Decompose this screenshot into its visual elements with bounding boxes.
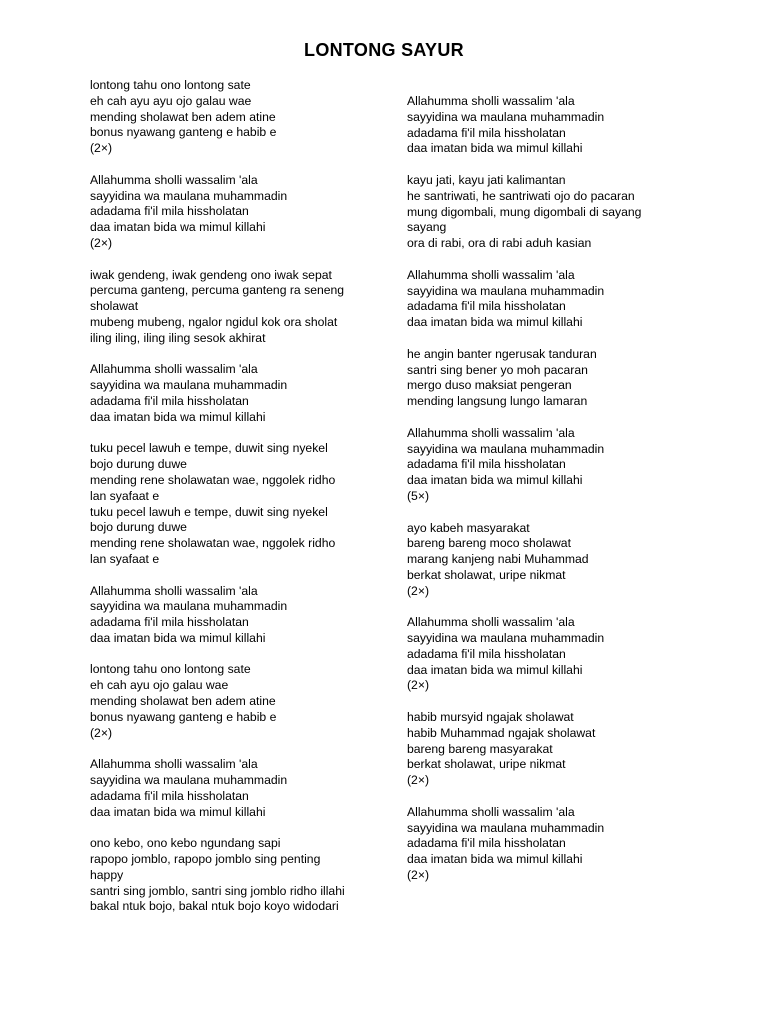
lyric-line: bareng bareng moco sholawat bbox=[407, 536, 571, 551]
lyric-stanza bbox=[90, 268, 370, 347]
lyric-line: bojo durung duwe bbox=[90, 520, 187, 535]
lyric-stanza bbox=[90, 173, 370, 252]
lyric-line: (2×) bbox=[90, 235, 113, 250]
lyric-line: (5×) bbox=[407, 488, 430, 503]
lyric-line: mending rene sholawatan wae, nggolek ridho bbox=[90, 536, 336, 551]
lyric-line: he santriwati, he santriwati ojo do pacaran bbox=[407, 188, 635, 203]
lyric-stanza bbox=[407, 173, 677, 252]
lyric-line: daa imatan bida wa mimul killahi bbox=[407, 662, 583, 677]
lyric-line: daa imatan bida wa mimul killahi bbox=[90, 630, 266, 645]
lyric-stanza bbox=[90, 78, 370, 157]
page-title: LONTONG SAYUR bbox=[304, 40, 464, 60]
lyric-line: iwak gendeng, iwak gendeng ono iwak sepat bbox=[90, 267, 332, 282]
lyric-line: Allahumma sholli wassalim 'ala bbox=[407, 615, 575, 630]
lyric-line: ora di rabi, ora di rabi aduh kasian bbox=[407, 236, 592, 251]
lyrics-right-column bbox=[407, 94, 677, 900]
lyric-line: Allahumma sholli wassalim 'ala bbox=[407, 94, 575, 108]
lyric-line: mergo duso maksiat pengeran bbox=[407, 378, 572, 393]
lyric-line: adadama fi'il mila hissholatan bbox=[90, 615, 249, 630]
lyric-stanza bbox=[407, 615, 677, 694]
lyric-line: daa imatan bida wa mimul killahi bbox=[407, 473, 583, 488]
lyric-line: Allahumma sholli wassalim 'ala bbox=[90, 172, 258, 187]
lyric-line: sayyidina wa maulana muhammadin bbox=[90, 599, 288, 614]
lyric-line: habib Muhammad ngajak sholawat bbox=[407, 725, 596, 740]
lyric-line: mending rene sholawatan wae, nggolek ridho bbox=[90, 472, 336, 487]
lyric-line: habib mursyid ngajak sholawat bbox=[407, 710, 574, 725]
lyric-line: lan syafaat e bbox=[90, 551, 160, 566]
lyric-stanza bbox=[90, 662, 370, 741]
lyric-stanza bbox=[90, 362, 370, 425]
lyric-line: percuma ganteng, percuma ganteng ra seneng bbox=[90, 283, 345, 298]
lyric-stanza bbox=[407, 710, 677, 789]
lyric-line: sayyidina wa maulana muhammadin bbox=[90, 188, 288, 203]
lyric-line: sayyidina wa maulana muhammadin bbox=[407, 820, 605, 835]
lyric-line: bonus nyawang ganteng e habib e bbox=[90, 709, 277, 724]
lyric-stanza bbox=[90, 836, 370, 915]
lyric-line: lontong tahu ono lontong sate bbox=[90, 662, 251, 677]
lyric-line: sayyidina wa maulana muhammadin bbox=[90, 773, 288, 788]
lyric-line: daa imatan bida wa mimul killahi bbox=[407, 315, 583, 330]
lyric-line: bonus nyawang ganteng e habib e bbox=[90, 125, 277, 140]
lyric-line: Allahumma sholli wassalim 'ala bbox=[90, 757, 258, 772]
lyric-line: (2×) bbox=[407, 583, 430, 598]
lyric-line: daa imatan bida wa mimul killahi bbox=[90, 804, 266, 819]
lyric-line: bareng bareng masyarakat bbox=[407, 741, 553, 756]
lyric-line: eh cah ayu ayu ojo galau wae bbox=[90, 93, 252, 108]
lyric-line: eh cah ayu ojo galau wae bbox=[90, 678, 229, 693]
lyric-line: sayyidina wa maulana muhammadin bbox=[407, 441, 605, 456]
lyric-stanza bbox=[407, 94, 677, 157]
lyric-line: mending sholawat ben adem atine bbox=[90, 694, 276, 709]
lyric-line: Allahumma sholli wassalim 'ala bbox=[90, 362, 258, 377]
lyric-line: ono kebo, ono kebo ngundang sapi bbox=[90, 836, 281, 851]
lyric-line: sayyidina wa maulana muhammadin bbox=[90, 378, 288, 393]
lyric-stanza bbox=[407, 426, 677, 505]
lyric-stanza bbox=[407, 805, 677, 884]
lyric-line: happy bbox=[90, 867, 124, 882]
lyric-line: iling iling, iling iling sesok akhirat bbox=[90, 330, 266, 345]
lyric-line: mung digombali, mung digombali di sayang bbox=[407, 204, 642, 219]
lyric-line: tuku pecel lawuh e tempe, duwit sing nyekel bbox=[90, 441, 328, 456]
lyric-line: sholawat bbox=[90, 299, 139, 314]
lyric-line: lontong tahu ono lontong sate bbox=[90, 78, 251, 92]
lyric-stanza bbox=[90, 584, 370, 647]
lyric-line: adadama fi'il mila hissholatan bbox=[407, 457, 566, 472]
lyric-line: santri sing bener yo moh pacaran bbox=[407, 362, 588, 377]
lyric-line: daa imatan bida wa mimul killahi bbox=[407, 852, 583, 867]
lyric-line: mubeng mubeng, ngalor ngidul kok ora sholat bbox=[90, 314, 338, 329]
lyric-line: rapopo jomblo, rapopo jomblo sing penting bbox=[90, 852, 321, 867]
lyric-line: berkat sholawat, uripe nikmat bbox=[407, 757, 566, 772]
lyric-line: mending sholawat ben adem atine bbox=[90, 109, 276, 124]
lyric-line: sayyidina wa maulana muhammadin bbox=[407, 283, 605, 298]
lyric-line: kayu jati, kayu jati kalimantan bbox=[407, 172, 566, 187]
lyric-line: (2×) bbox=[407, 868, 430, 883]
lyric-line: sayyidina wa maulana muhammadin bbox=[407, 631, 605, 646]
lyric-line: adadama fi'il mila hissholatan bbox=[90, 788, 249, 803]
lyric-line: mending langsung lungo lamaran bbox=[407, 394, 588, 409]
lyric-line: adadama fi'il mila hissholatan bbox=[407, 125, 566, 140]
lyric-line: daa imatan bida wa mimul killahi bbox=[90, 409, 266, 424]
lyric-line: Allahumma sholli wassalim 'ala bbox=[90, 583, 258, 598]
lyric-line: santri sing jomblo, santri sing jomblo ridho illahi bbox=[90, 883, 345, 898]
lyric-line: sayang bbox=[407, 220, 447, 235]
lyric-line: adadama fi'il mila hissholatan bbox=[90, 393, 249, 408]
lyric-stanza bbox=[407, 347, 677, 410]
lyric-stanza bbox=[90, 757, 370, 820]
lyric-stanza bbox=[407, 268, 677, 331]
lyric-line: bakal ntuk bojo, bakal ntuk bojo koyo widodari bbox=[90, 899, 339, 914]
lyric-line: Allahumma sholli wassalim 'ala bbox=[407, 267, 575, 282]
lyric-line: Allahumma sholli wassalim 'ala bbox=[407, 425, 575, 440]
lyric-stanza bbox=[90, 441, 370, 567]
lyric-line: sayyidina wa maulana muhammadin bbox=[407, 109, 605, 124]
lyric-line: he angin banter ngerusak tanduran bbox=[407, 346, 597, 361]
lyric-line: tuku pecel lawuh e tempe, duwit sing nyekel bbox=[90, 504, 328, 519]
lyric-line: berkat sholawat, uripe nikmat bbox=[407, 567, 566, 582]
lyric-line: daa imatan bida wa mimul killahi bbox=[407, 141, 583, 156]
lyric-line: adadama fi'il mila hissholatan bbox=[407, 646, 566, 661]
lyric-line: bojo durung duwe bbox=[90, 457, 187, 472]
lyric-line: (2×) bbox=[90, 725, 113, 740]
lyric-line: (2×) bbox=[407, 773, 430, 788]
lyric-line: (2×) bbox=[407, 678, 430, 693]
lyric-line: daa imatan bida wa mimul killahi bbox=[90, 220, 266, 235]
lyric-stanza bbox=[407, 521, 677, 600]
lyric-line: adadama fi'il mila hissholatan bbox=[407, 836, 566, 851]
lyric-line: Allahumma sholli wassalim 'ala bbox=[407, 804, 575, 819]
lyric-line: lan syafaat e bbox=[90, 488, 160, 503]
lyric-line: ayo kabeh masyarakat bbox=[407, 520, 530, 535]
lyric-line: adadama fi'il mila hissholatan bbox=[90, 204, 249, 219]
lyric-line: (2×) bbox=[90, 141, 113, 156]
lyrics-left-column bbox=[90, 78, 370, 931]
lyric-line: marang kanjeng nabi Muhammad bbox=[407, 552, 589, 567]
lyric-line: adadama fi'il mila hissholatan bbox=[407, 299, 566, 314]
